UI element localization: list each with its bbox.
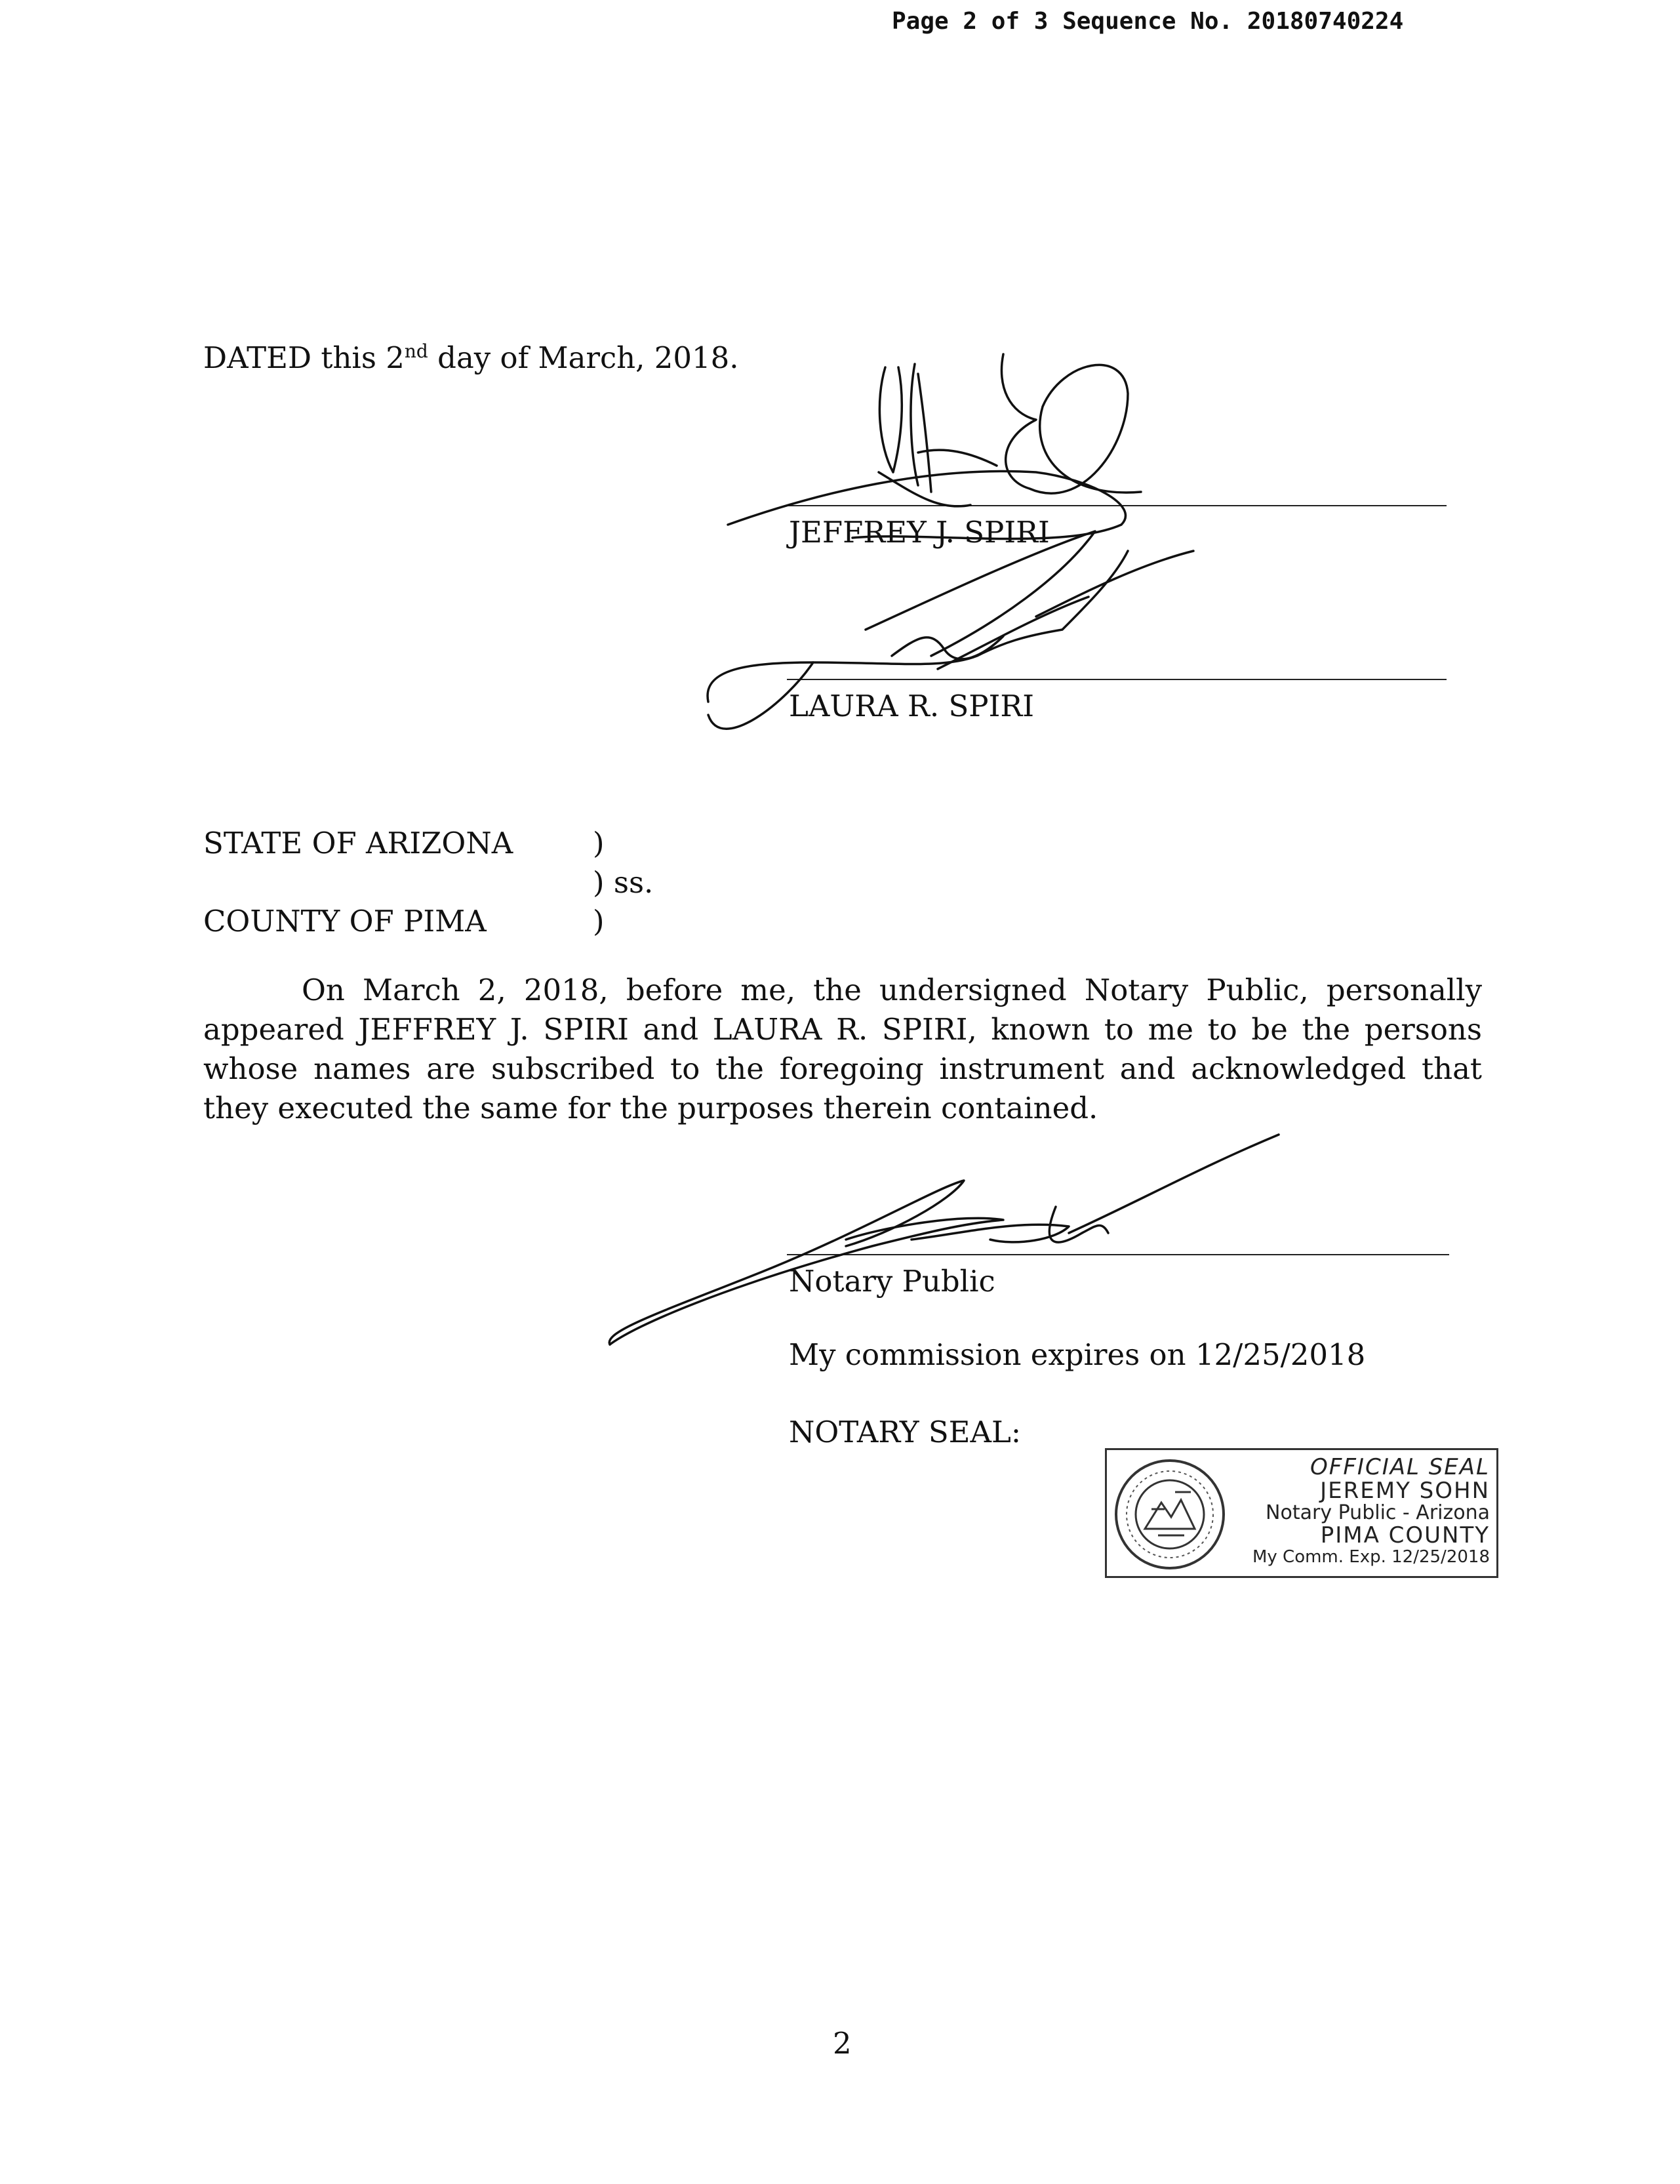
- notary-signature-scribble: [597, 1128, 1292, 1364]
- seal-line-name: JEREMY SOHN: [1320, 1478, 1490, 1504]
- signer-name-laura: LAURA R. SPIRI: [789, 689, 1035, 723]
- venue-paren-bottom: ): [593, 904, 605, 939]
- venue-county: COUNTY OF PIMA: [203, 904, 487, 939]
- dated-prefix: DATED this 2: [203, 340, 405, 375]
- official-seal-stamp: [1105, 1448, 1498, 1578]
- dated-suffix: day of March, 2018.: [428, 340, 739, 375]
- commission-expiry: My commission expires on 12/25/2018: [789, 1337, 1366, 1372]
- seal-line-expiry: My Comm. Exp. 12/25/2018: [1252, 1547, 1490, 1567]
- acknowledgment-paragraph: On March 2, 2018, before me, the undersigned Notary Public, personally appeared JEFFREY J. SPIRI and LAURA R. SPIRI, known to me to be the persons whose names are subscribed to the foregoing instrument and acknowledged that they executed the same for the purposes therein contained.: [203, 973, 1482, 1125]
- seal-line-county: PIMA COUNTY: [1320, 1522, 1490, 1548]
- arizona-state-seal-icon: [1112, 1457, 1228, 1572]
- venue-ss: ) ss.: [593, 865, 654, 900]
- page-sequence-header: Page 2 of 3 Sequence No. 20180740224: [892, 8, 1404, 35]
- laura-signature-scribble: [695, 538, 1193, 761]
- venue-state: STATE OF ARIZONA: [203, 826, 513, 860]
- dated-ordinal: nd: [404, 340, 428, 362]
- signer-name-jeffrey: JEFFREY J. SPIRI: [789, 515, 1050, 550]
- page-number: 2: [833, 2026, 852, 2061]
- notary-seal-label: NOTARY SEAL:: [789, 1415, 1022, 1449]
- seal-line-title: Notary Public - Arizona: [1266, 1501, 1490, 1524]
- notary-public-label: Notary Public: [789, 1264, 995, 1299]
- seal-line-official: OFFICIAL SEAL: [1310, 1454, 1490, 1480]
- venue-paren-top: ): [593, 826, 605, 860]
- dated-line: [203, 338, 739, 378]
